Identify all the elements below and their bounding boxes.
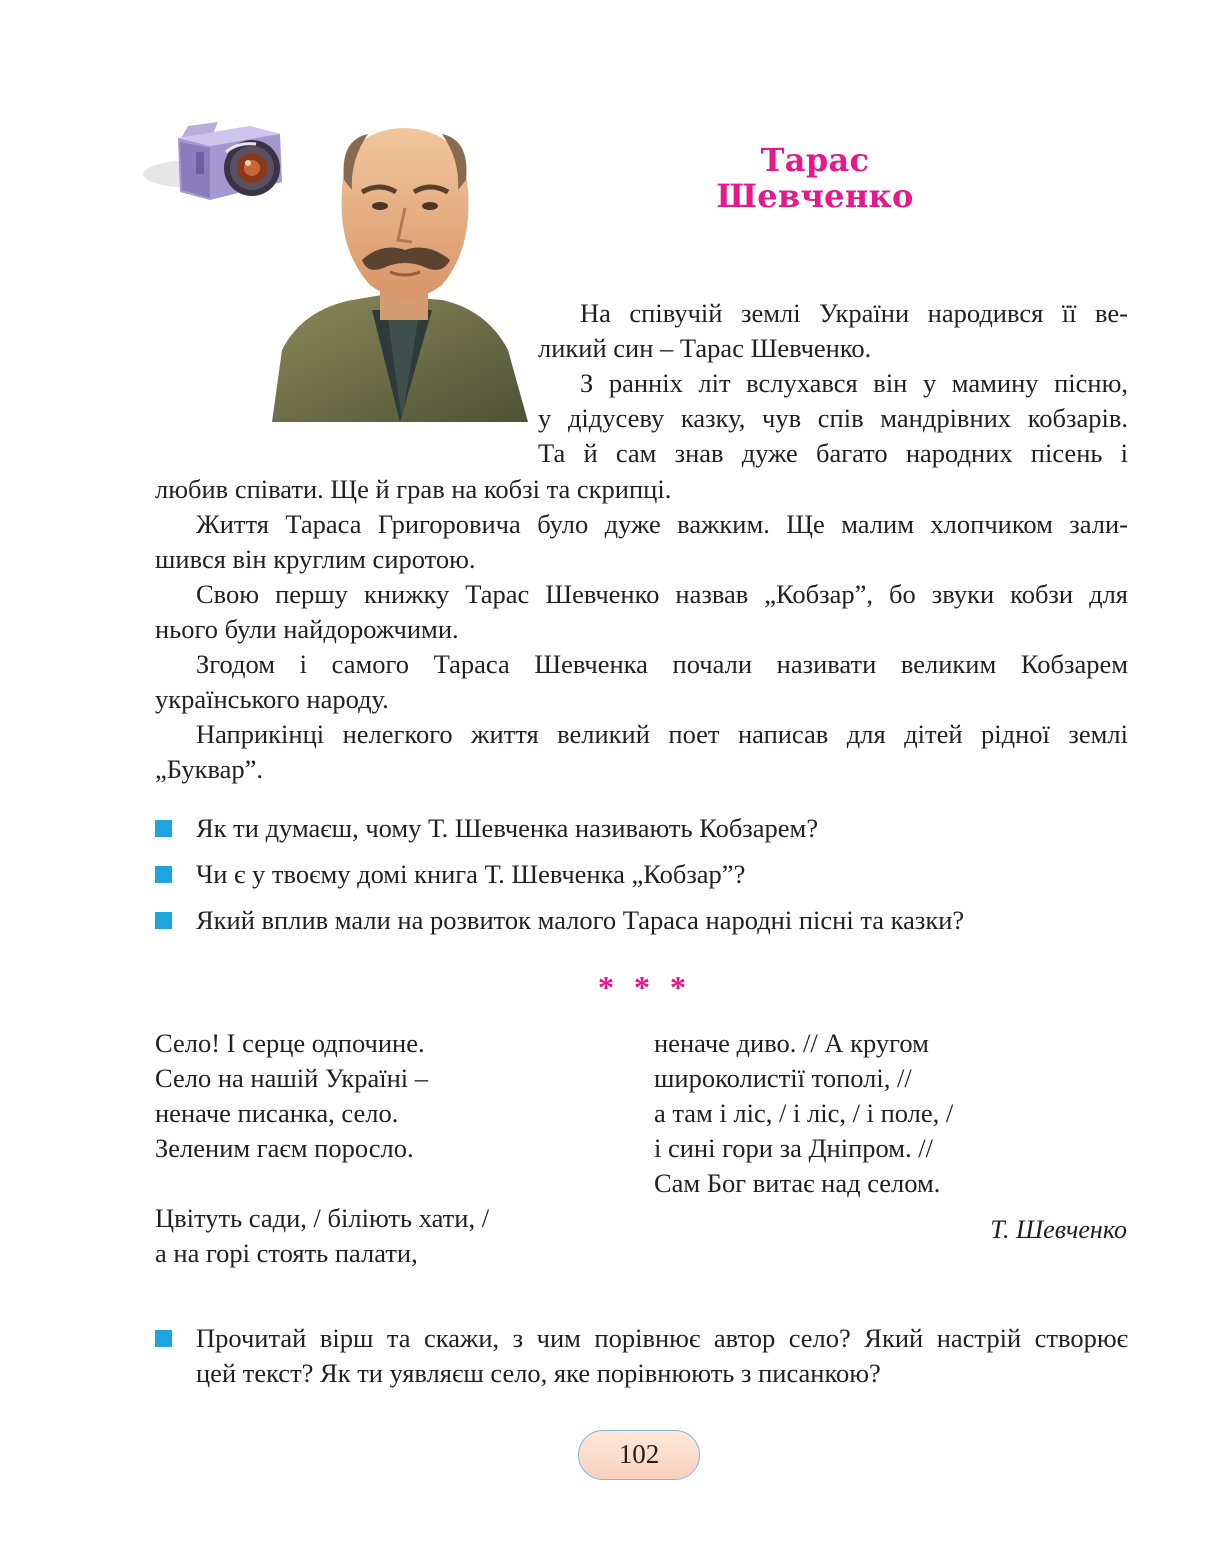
poem-line: Село! І серце одпочине. [155, 1028, 425, 1058]
question-text: Як ти думаєш, чому Т. Шевченка називають Кобзарем? [196, 813, 819, 843]
poem-line: неначе писанка, село. [155, 1098, 399, 1128]
paragraph-2-line-4: любив співати. Ще й грав на кобзі та скрипці. [155, 474, 672, 504]
poem-line: Цвітуть сади, / біліють хати, / [155, 1203, 490, 1233]
paragraph-3-line-2: шився він круглим сиротою. [155, 544, 476, 574]
question-text: Чи є у твоєму домі книга Т. Шевченка „Кобзар”? [196, 859, 746, 889]
bullet-square-icon [155, 1330, 172, 1347]
paragraph-5-line-2: українського народу. [155, 684, 389, 714]
question-text: Який вплив мали на розвиток малого Тараса народні пісні та казки? [196, 905, 965, 935]
page-title [640, 142, 990, 214]
poem-line: Зеленим гаєм поросло. [155, 1133, 414, 1163]
paragraph-3-line-1: Життя Тараса Григоровича було дуже важким. Ще малим хлопчиком зали- [196, 509, 1128, 539]
poem-line: а там і ліс, / і ліс, / і поле, / [654, 1098, 954, 1128]
final-question-line-2: цей текст? Як ти уявляєш село, яке порівнюють з писанкою? [196, 1358, 881, 1388]
paragraph-6-line-2: „Буквар”. [155, 754, 264, 784]
paragraph-1-line-2: ликий син – Тарас Шевченко. [538, 333, 872, 363]
title-line-1: Тарас [760, 141, 870, 179]
paragraph-2-line-2: у дідусеву казку, чув спів мандрівних кобзарів. [538, 403, 1128, 433]
bullet-square-icon [155, 912, 172, 929]
bullet-square-icon [155, 820, 172, 837]
poem-line: а на горі стоять палати, [155, 1238, 418, 1268]
paragraph-1-line-1: На співучій землі України народився її ве- [580, 298, 1128, 328]
paragraph-4-line-2: нього були найдорожчими. [155, 614, 459, 644]
poem-author: Т. Шевченко [990, 1215, 1127, 1244]
page-number-badge [578, 1430, 700, 1480]
paragraph-6-line-1: Наприкінці нелегкого життя великий поет написав для дітей рідної землі [196, 719, 1128, 749]
final-question-line-1: Прочитай вірш та скажи, з чим порівнює автор село? Який настрій створює [196, 1323, 1128, 1353]
poem-line: Сам Бог витає над селом. [654, 1168, 941, 1198]
section-separator-stars: * * * [598, 969, 692, 1005]
poem-line: і сині гори за Дніпром. // [654, 1133, 934, 1163]
bullet-square-icon [155, 866, 172, 883]
poem-line: Село на нашій Україні – [155, 1063, 429, 1093]
paragraph-2-line-3: Та й сам знав дуже багато народних пісень і [538, 438, 1128, 468]
title-line-2: Шевченко [716, 177, 914, 215]
page-number: 102 [618, 1439, 660, 1469]
poem-line: неначе диво. // А кругом [654, 1028, 929, 1058]
camera-icon [140, 112, 290, 212]
paragraph-2-line-1: З ранніх літ вслухався він у мамину пісню, [580, 368, 1128, 398]
poem-line: широколистії тополі, // [654, 1063, 912, 1093]
paragraph-4-line-1: Свою першу книжку Тарас Шевченко назвав „Кобзар”, бо звуки кобзи для [196, 579, 1128, 609]
paragraph-5-line-1: Згодом і самого Тараса Шевченка почали називати великим Кобзарем [196, 649, 1128, 679]
portrait-illustration [272, 120, 528, 422]
